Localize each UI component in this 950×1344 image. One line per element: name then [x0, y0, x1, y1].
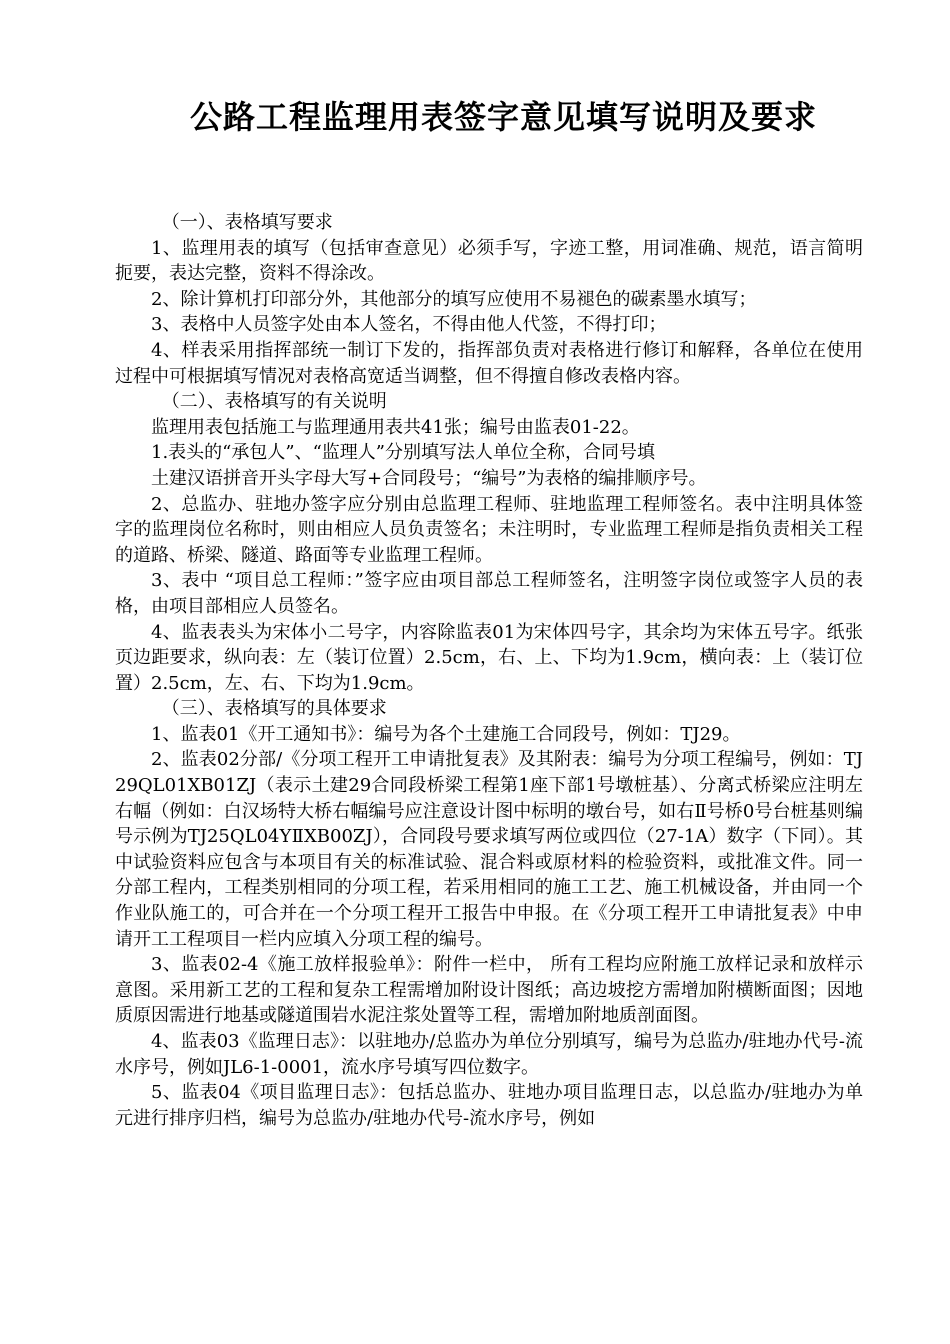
document-body — [115, 210, 863, 1131]
paragraph: 土建汉语拼音开头字母大写+合同段号；“编号”为表格的编排顺序号。 — [151, 467, 707, 489]
paragraph: 1、监表01《开工通知书》：编号为各个土建施工合同段号，例如：TJ29。 — [151, 723, 741, 745]
paragraph: 2、监表02分部/《分项工程开工申请批复表》及其附表：编号为分项工程编号，例如：TJ29QL01XB01ZJ（表示土建29合同段桥梁工程第1座下部1号墩桩基）、分离式桥梁应注明左右幅（例如：白汉场特大桥右幅编号应注意设计图中标明的墩台号，如右Ⅱ号桥0号台桩基则编号示例为TJ25QL04YⅡXB00ZJ），合同段号要求填写两位或四位（27-1A）数字（下同）。其中试验资料应包含与本项目有关的标准试验、混合料或原材料的检验资料，或批准文件。同一分部工程内，工程类别相同的分项工程，若采用相同的施工工艺、施工机械设备，并由同一个作业队施工的，可合并在一个分项工程开工报告中申报。在《分项工程开工申请批复表》中申请开工工程项目一栏内应填入分项工程的编号。 — [115, 749, 863, 950]
section-heading: （二）、表格填写的有关说明 — [161, 391, 387, 413]
paragraph: 1、监理用表的填写（包括审查意见）必须手写，字迹工整，用词准确、规范，语言简明扼要，表达完整，资料不得涂改。 — [115, 237, 863, 285]
paragraph: 1.表头的“承包人”、“监理人”分别填写法人单位全称，合同号填 — [151, 442, 655, 464]
document-title: 公路工程监理用表签字意见填写说明及要求 — [190, 98, 818, 136]
paragraph: 监理用表包括施工与监理通用表共41张；编号由监表01-22。 — [151, 416, 640, 438]
paragraph: 4、监表表头为宋体小二号字，内容除监表01为宋体四号字，其余均为宋体五号字。纸张页边距要求，纵向表：左（装订位置）2.5cm，右、上、下均为1.9cm，横向表：上（装订位置）2.5cm，左、右、下均为1.9cm。 — [115, 621, 863, 694]
section-heading: （一）、表格填写要求 — [161, 212, 333, 233]
section-heading: （三）、表格填写的具体要求 — [161, 698, 387, 720]
paragraph: 2、总监办、驻地办签字应分别由总监理工程师、驻地监理工程师签名。表中注明具体签字的监理岗位名称时，则由相应人员负责签名；未注明时，专业监理工程师是指负责相关工程的道路、桥梁、隧道、路面等专业监理工程师。 — [115, 493, 863, 566]
paragraph: 2、除计算机打印部分外，其他部分的填写应使用不易褪色的碳素墨水填写； — [151, 288, 757, 310]
paragraph: 4、样表采用指挥部统一制订下发的，指挥部负责对表格进行修订和解释，各单位在使用过程中可根据填写情况对表格高宽适当调整，但不得擅自修改表格内容。 — [115, 339, 863, 387]
paragraph: 5、监表04《项目监理日志》：包括总监办、驻地办项目监理日志，以总监办/驻地办为单元进行排序归档，编号为总监办/驻地办代号-流水序号，例如 — [115, 1082, 863, 1129]
paragraph: 3、表中 “项目总工程师：”签字应由项目部总工程师签名，注明签字岗位或签字人员的表格，由项目部相应人员签名。 — [115, 570, 863, 617]
paragraph: 4、监表03《监理日志》：以驻地办/总监办为单位分别填写，编号为总监办/驻地办代号-流水序号，例如JL6-1-0001，流水序号填写四位数字。 — [115, 1031, 863, 1078]
paragraph: 3、监表02-4《施工放样报验单》：附件一栏中， 所有工程均应附施工放样记录和放样示意图。采用新工艺的工程和复杂工程需增加附设计图纸；高边坡挖方需增加附横断面图；因地质原因需进行地基或隧道围岩水泥注浆处置等工程，需增加附地质剖面图。 — [115, 954, 863, 1027]
paragraph: 3、表格中人员签字处由本人签名，不得由他人代签，不得打印； — [151, 314, 667, 336]
